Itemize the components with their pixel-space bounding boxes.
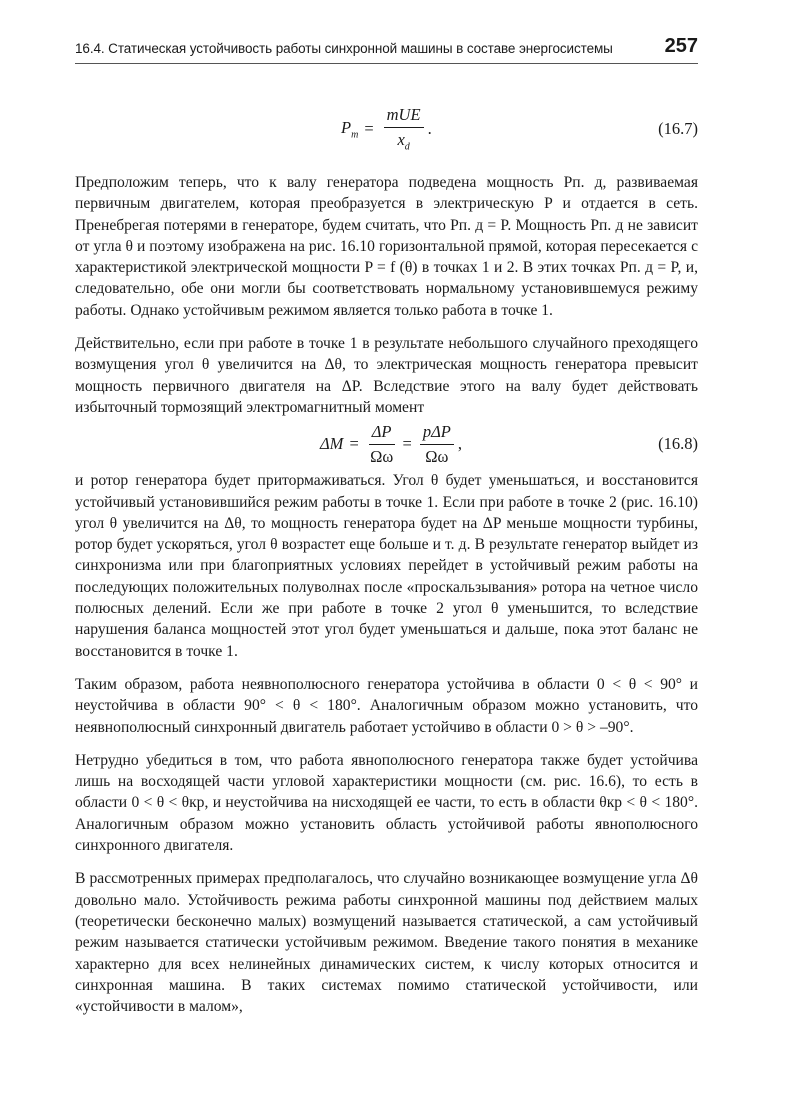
formula-16-8-number: (16.8) xyxy=(658,434,698,454)
paragraph-2: Действительно, если при работе в точке 1 в результате небольшого случайного преходящего возмущения угол θ увеличится на Δθ, то электрическая мощность генератора превысит мощность первичного двигателя на ΔP. Вследствие этого на валу будет действовать избыточный тормозящий электромагнитный момент xyxy=(75,335,698,416)
paragraph-4: Таким образом, работа неявнополюсного генератора устойчива в области 0 < θ < 90° и неустойчива в области 90° < θ < 180°. Аналогичным образом можно установить, что неявнополюсный синхронный двигатель работает устойчиво в области 0 > θ > –90°. xyxy=(75,675,698,736)
paragraph-6: В рассмотренных примерах предполагалось, что случайно возникающее возмущение угла Δθ довольно мало. Устойчивость режима работы синхронной машины под действием малых (теоретически бесконечно малых) возмущений называется статической, а сам устойчивый режим называется статически устойчивым режимом. Введение такого понятия в механике характерно для всех нелинейных динамических систем, к числу которых относится и синхронная машина. В таких системах помимо статической устойчивости, или «устойчивости в малом», xyxy=(75,870,698,1016)
body-text xyxy=(75,172,698,418)
formula-16-7 xyxy=(75,100,698,158)
paragraph-5: Нетрудно убедиться в том, что работа явнополюсного генератора также будет устойчива лишь на восходящей части угловой характеристики мощности (см. рис. 16.6), то есть в области 0 < θ < θкр, и неустойчива на нисходящей ее части, то есть в области θкр < θ < 180°. Аналогичным образом можно установить область устойчивой работы явнополюсного синхронного двигателя. xyxy=(75,751,698,855)
formula-16-8 xyxy=(75,418,698,470)
page-number: 257 xyxy=(664,35,698,57)
body-text-continued xyxy=(75,470,698,1017)
formula-16-7-number: (16.7) xyxy=(658,119,698,138)
paragraph-1: Предположим теперь, что к валу генератора подведена мощность Pп. д, развиваемая первичным двигателем, которая преобразуется в электрическую P и отдается в сеть. Пренебрегая потерями в генераторе, будем считать, что Pп. д = P. Мощность Pп. д не зависит от угла θ и поэтому изображена на рис. 16.10 горизонтальной прямой, которая пересекается с характеристикой электрической мощности P = f (θ) в точках 1 и 2. В этих точках Pп. д = P, и, следовательно, обе они могли бы соответствовать нормальному установившемуся режиму работы. Однако устойчивым режимом является только работа в точке 1. xyxy=(75,174,698,319)
paragraph-3: и ротор генератора будет притормаживаться. Угол θ будет уменьшаться, и восстановится устойчивый установившийся режим работы в точке 1. Если при работе в точке 2 (рис. 16.10) угол θ увеличится на Δθ, то мощность генератора будет на ΔP меньше мощности турбины, ротор будет ускоряться, угол θ возрастет еще больше и т. д. В результате генератор выйдет из синхронизма или при благоприятных условиях перейдет в устойчивый режим работы на последующих положительных полуволнах после «проскальзывания» ротора на четное число полюсных делений. Если же при работе в точке 2 угол θ уменьшится, то вследствие нарушения баланса мощностей этот угол будет уменьшаться и дальше, пока этот баланс не восстановится в точке 1. xyxy=(75,472,698,660)
page xyxy=(75,36,698,1017)
running-header xyxy=(75,36,698,64)
formula-16-8-expression: ΔM = $\frac{\Delta P}{\Omega\omega}$ = $\frac{\text{pΔP}}{\Omega\omega}$ , xyxy=(320,421,462,466)
header-title: 16.4. Статическая устойчивость работы синхронной машины в составе энергосистемы xyxy=(75,41,613,56)
formula-16-7-expression: $P_m$ = $\frac{\text{mUE}}{x_d}$ . xyxy=(341,105,432,153)
